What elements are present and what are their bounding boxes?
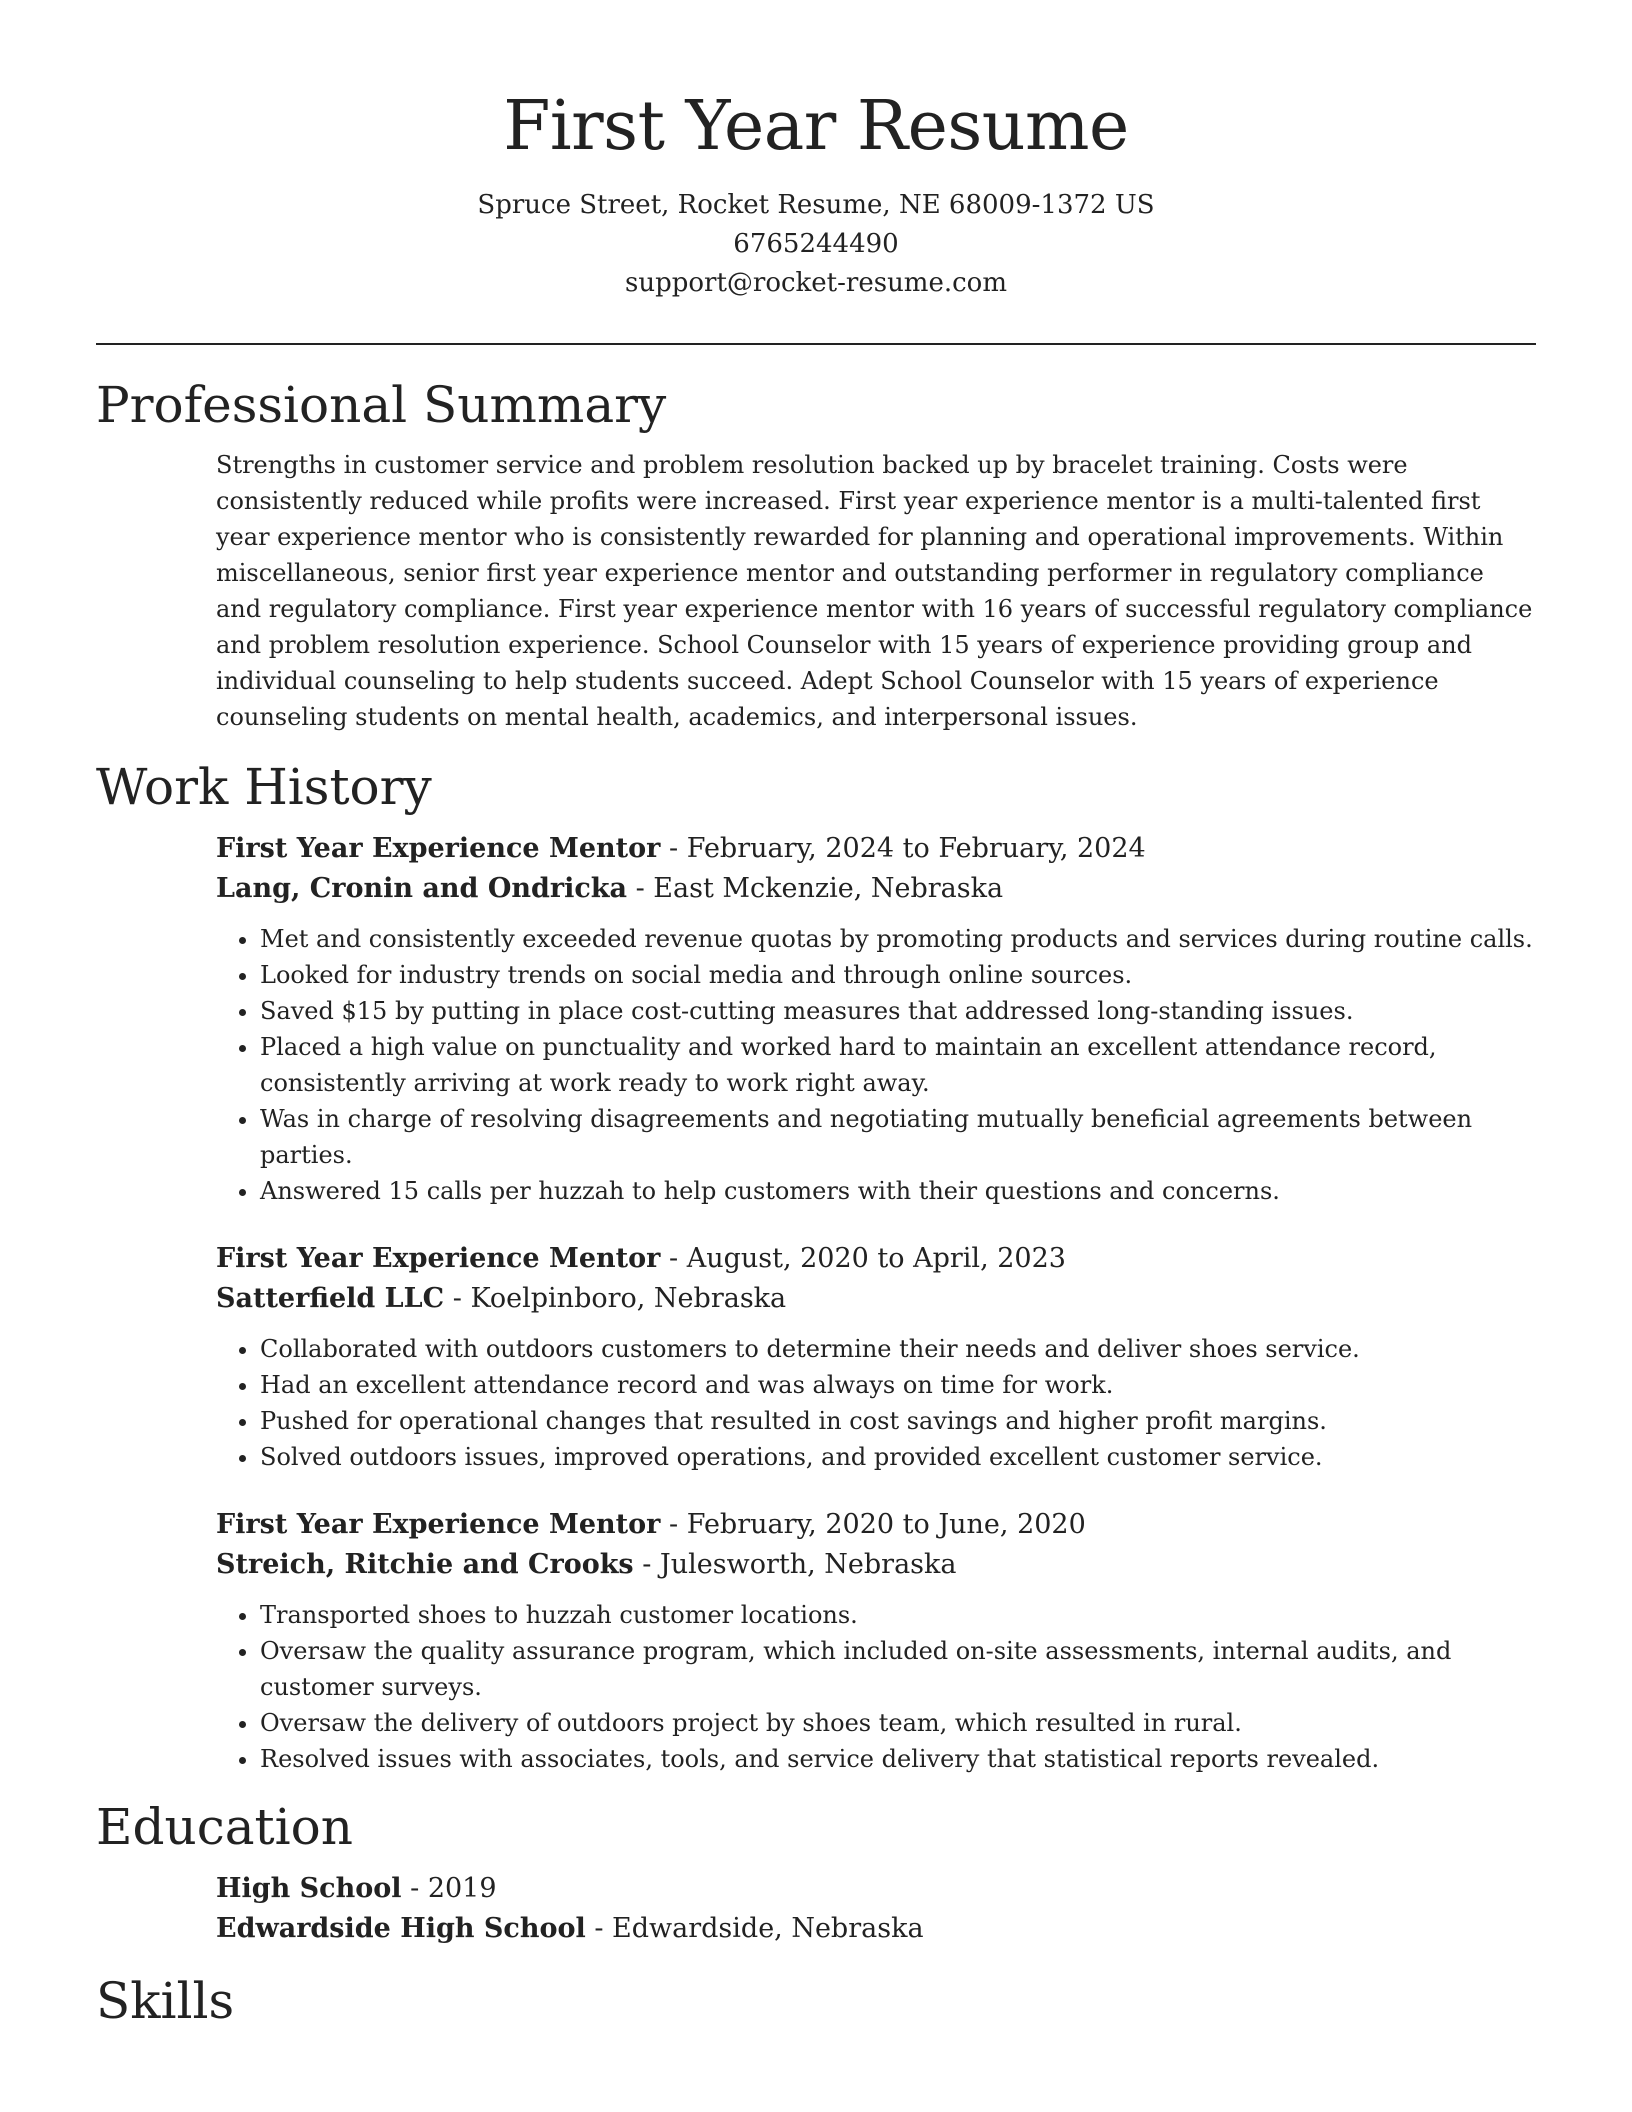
job-heading — [216, 1505, 1536, 1545]
job-entry — [216, 1505, 1536, 1777]
list-item: • Oversaw the quality assurance program, which included on-site assessments, internal audits, and customer surveys. — [260, 1633, 1536, 1705]
education-location: - Edwardside, Nebraska — [585, 1913, 924, 1944]
education-title: Education — [96, 1798, 353, 1856]
job-title: First Year Experience Mentor — [216, 1509, 661, 1540]
job-employer-line — [216, 869, 1536, 909]
education-section — [96, 1797, 1536, 1949]
list-item: • Had an excellent attendance record and was always on time for work. — [260, 1367, 1536, 1403]
list-item: • Placed a high value on punctuality and worked hard to maintain an excellent attendance record, consistently arriving at work ready to work right away. — [260, 1029, 1536, 1101]
job-dates: - February, 2020 to June, 2020 — [660, 1509, 1086, 1540]
list-item: • Answered 15 calls per huzzah to help customers with their questions and concerns. — [260, 1173, 1536, 1209]
list-item: • Collaborated with outdoors customers to determine their needs and deliver shoes service. — [260, 1331, 1536, 1367]
job-title: First Year Experience Mentor — [216, 833, 661, 864]
contact-block — [96, 186, 1536, 303]
job-bullets — [216, 1331, 1536, 1475]
list-item: • Transported shoes to huzzah customer locations. — [260, 1597, 1536, 1633]
work-section — [96, 757, 1536, 1777]
list-item: • Was in charge of resolving disagreements and negotiating mutually beneficial agreements between parties. — [260, 1101, 1536, 1173]
education-heading — [216, 1869, 1536, 1909]
list-item: • Oversaw the delivery of outdoors project by shoes team, which resulted in rural. — [260, 1705, 1536, 1741]
contact-phone: 6765244490 — [733, 229, 899, 259]
job-employer: Lang, Cronin and Ondricka — [216, 873, 627, 904]
list-item: • Pushed for operational changes that resulted in cost savings and higher profit margins. — [260, 1403, 1536, 1439]
job-location: - Koelpinboro, Nebraska — [444, 1283, 787, 1314]
work-title: Work History — [96, 758, 432, 816]
summary-section — [96, 375, 1536, 735]
job-bullets — [216, 1597, 1536, 1777]
contact-address: Spruce Street, Rocket Resume, NE 68009-1372 US — [477, 190, 1155, 220]
education-entry — [216, 1869, 1536, 1949]
skills-section — [96, 1971, 1536, 2031]
job-employer-line — [216, 1279, 1536, 1319]
job-heading — [216, 829, 1536, 869]
list-item: • Resolved issues with associates, tools, and service delivery that statistical reports revealed. — [260, 1741, 1536, 1777]
list-item: • Looked for industry trends on social media and through online sources. — [260, 957, 1536, 993]
job-location: - Julesworth, Nebraska — [633, 1549, 957, 1580]
job-dates: - February, 2024 to February, 2024 — [660, 833, 1146, 864]
job-heading — [216, 1239, 1536, 1279]
list-item: • Solved outdoors issues, improved operations, and provided excellent customer service. — [260, 1439, 1536, 1475]
resume-header — [96, 0, 1536, 303]
job-location: - East Mckenzie, Nebraska — [627, 873, 1004, 904]
education-school-line — [216, 1909, 1536, 1949]
header-divider — [96, 343, 1536, 345]
list-item: • Met and consistently exceeded revenue quotas by promoting products and services during routine calls. — [260, 921, 1536, 957]
job-employer: Satterfield LLC — [216, 1283, 445, 1314]
job-bullets — [216, 921, 1536, 1209]
summary-title: Professional Summary — [96, 376, 667, 434]
resume-page — [96, 0, 1536, 2031]
resume-name: First Year Resume — [503, 87, 1129, 166]
education-degree: High School — [216, 1873, 402, 1904]
job-employer: Streich, Ritchie and Crooks — [216, 1549, 634, 1580]
skills-title: Skills — [96, 1972, 235, 2030]
job-entry — [216, 829, 1536, 1209]
list-item: • Saved $15 by putting in place cost-cutting measures that addressed long-standing issues. — [260, 993, 1536, 1029]
contact-email: support@rocket-resume.com — [624, 268, 1007, 298]
job-entry — [216, 1239, 1536, 1475]
summary-text: Strengths in customer service and problem resolution backed up by bracelet training. Costs were consistently reduced while profits were increased. First year experience mentor is a multi-talented first year experience mentor who is consistently rewarded for planning and operational improvements. Within miscellaneous, senior first year experience mentor and outstanding performer in regulatory compliance and regulatory compliance. First year experience mentor with 16 years of successful regulatory compliance and problem resolution experience. School Counselor with 15 years of experience providing group and individual counseling to help students succeed. Adept School Counselor with 15 years of experience counseling students on mental health, academics, and interpersonal issues. — [216, 451, 1533, 731]
job-title: First Year Experience Mentor — [216, 1243, 661, 1274]
education-year: - 2019 — [401, 1873, 497, 1904]
education-school: Edwardside High School — [216, 1913, 586, 1944]
job-employer-line — [216, 1545, 1536, 1585]
job-dates: - August, 2020 to April, 2023 — [660, 1243, 1066, 1274]
